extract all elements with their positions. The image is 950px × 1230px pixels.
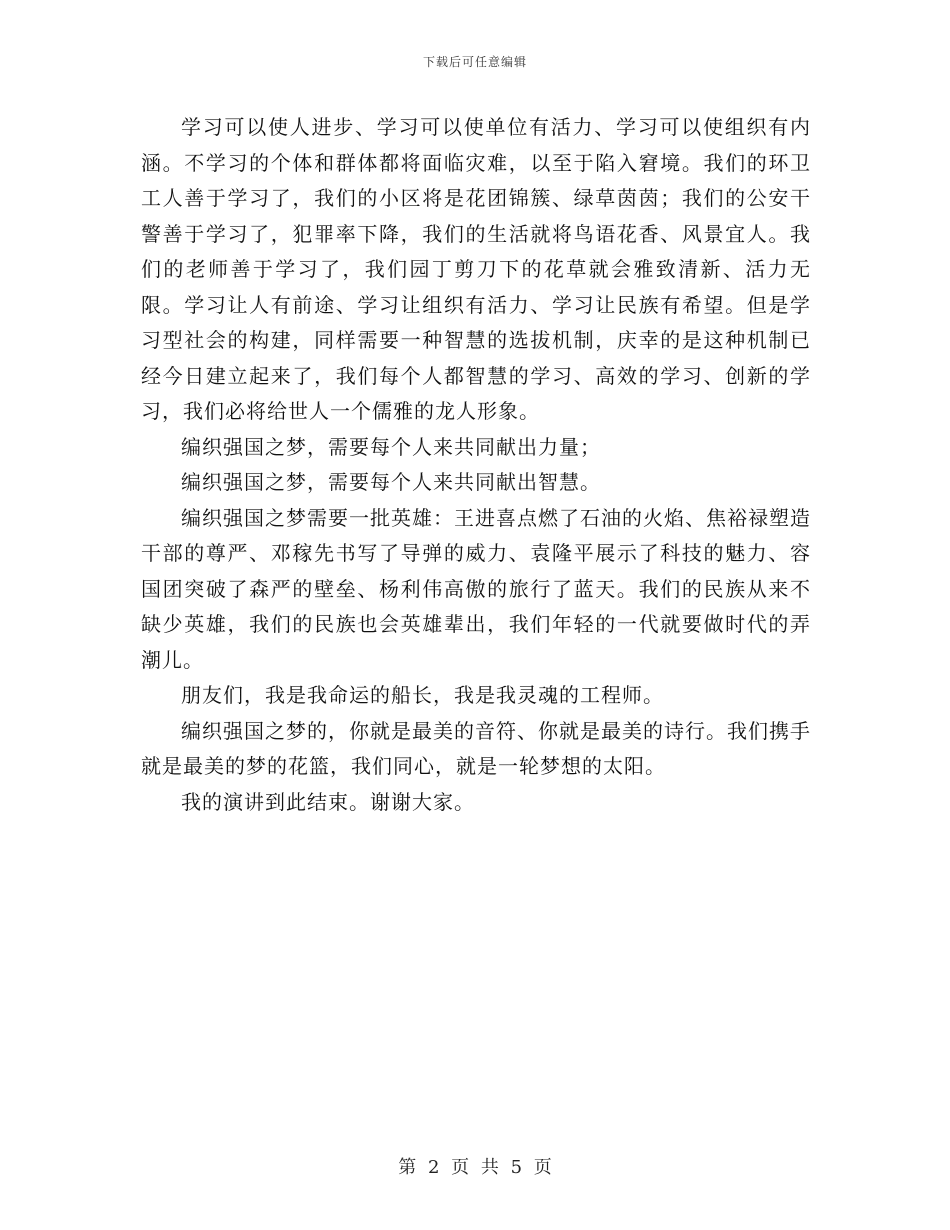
footer-page-word: 页: [451, 1157, 470, 1178]
footer-total-word: 共: [480, 1157, 499, 1178]
paragraph: 编织强国之梦，需要每个人来共同献出智慧。: [181, 470, 601, 494]
page-footer: [0, 1153, 950, 1179]
document-body: [141, 110, 811, 820]
paragraph: 编织强国之梦的，你就是最美的音符、你就是最美的诗行。我们携手就是最美的梦的花篮，我们同心，就是一轮梦想的太阳。: [141, 718, 811, 778]
footer-prefix: 第: [398, 1157, 417, 1178]
footer-suffix: 页: [533, 1157, 552, 1178]
page-header: 下载后可任意编辑: [422, 55, 527, 69]
paragraph: 我的演讲到此结束。谢谢大家。: [181, 789, 475, 814]
paragraph: 朋友们，我是我命运的船长，我是我灵魂的工程师。: [181, 683, 664, 707]
paragraph: 学习可以使人进步、学习可以使单位有活力、学习可以使组织有内涵。不学习的个体和群体都将面临灾难，以至于陷入窘境。我们的环卫工人善于学习了，我们的小区将是花团锦簇、绿草茵茵；我们的公安干警善于学习了，犯罪率下降，我们的生活就将鸟语花香、风景宜人。我们的老师善于学习了，我们园丁剪刀下的花草就会雅致清新、活力无限。学习让人有前途、学习让组织有活力、学习让民族有希望。但是学习型社会的构建，同样需要一种智慧的选拔机制，庆幸的是这种机制已经今日建立起来了，我们每个人都智慧的学习、高效的学习、创新的学习，我们必将给世人一个儒雅的龙人形象。: [141, 115, 811, 423]
current-page-number: 2: [427, 1157, 440, 1178]
paragraph: 编织强国之梦需要一批英雄：王进喜点燃了石油的火焰、焦裕禄塑造干部的尊严、邓稼先书写了导弹的威力、袁隆平展示了科技的魅力、容国团突破了森严的壁垒、杨利伟高傲的旅行了蓝天。我们的民族从来不缺少英雄，我们的民族也会英雄辈出，我们年轻的一代就要做时代的弄潮儿。: [141, 505, 811, 672]
paragraph: 编织强国之梦，需要每个人来共同献出力量；: [181, 434, 601, 459]
total-page-number: 5: [510, 1157, 523, 1178]
